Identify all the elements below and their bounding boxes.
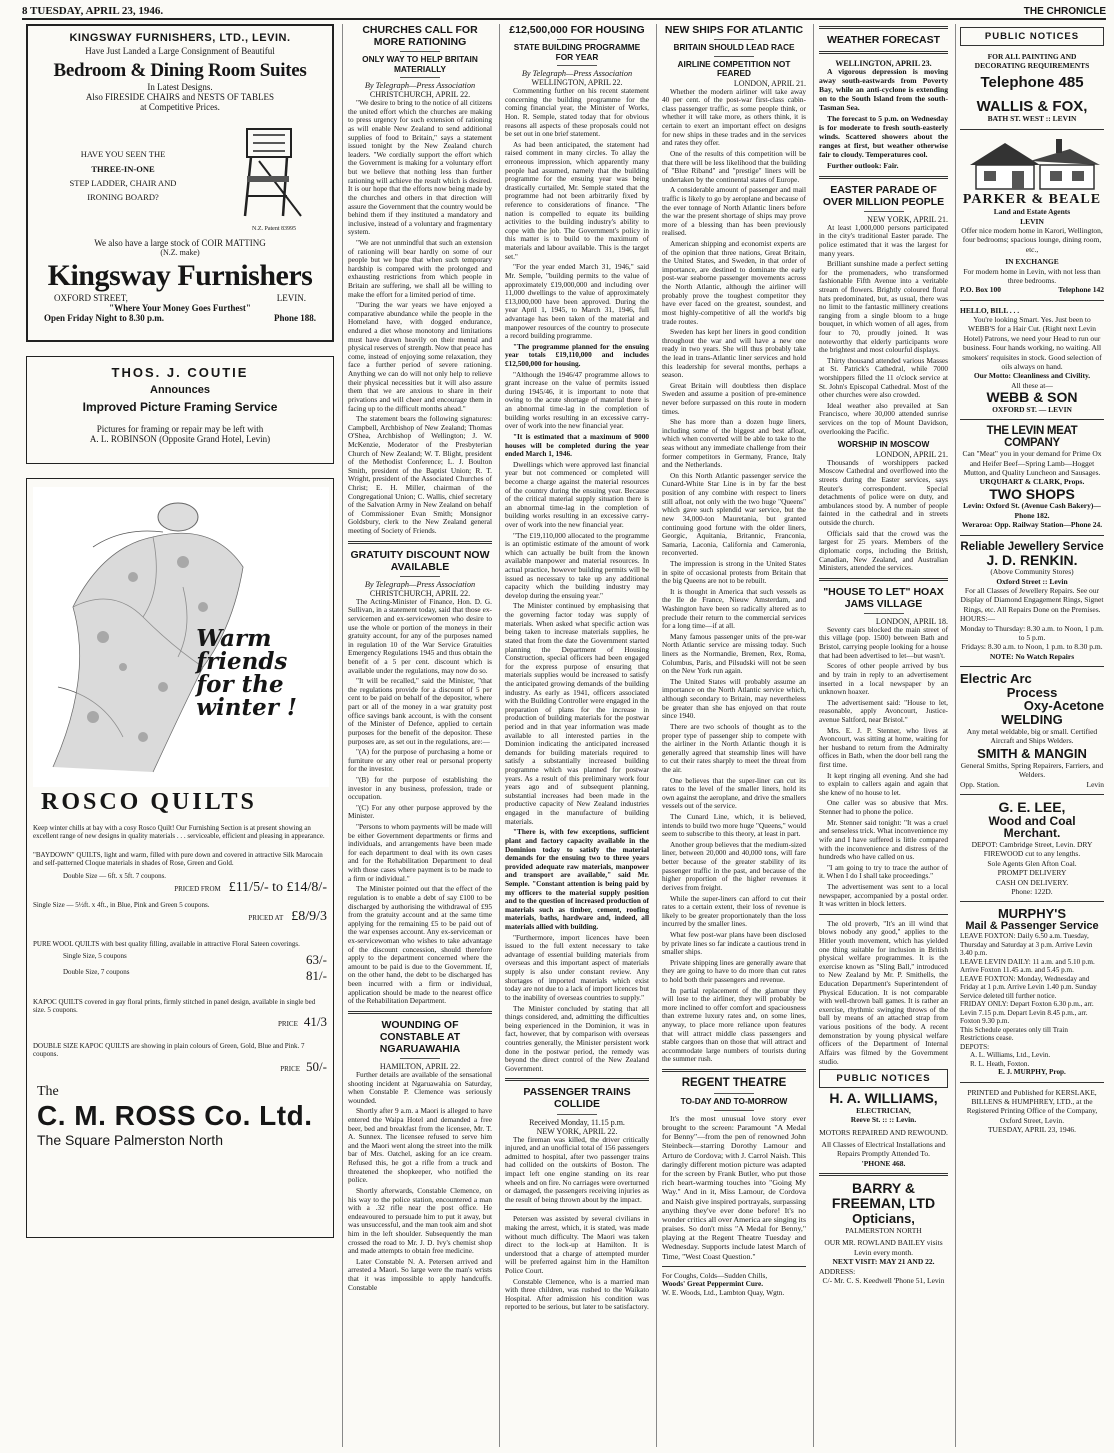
trains-p2: Petersen was assisted by several civilians in making the arrest, which, it is stated, was made without much difficulty. The Maori was taken direct to the lock-up at Hamilton. It is understood that a charge of attempted murder will be preferred against him in the Hamilton Police Court. bbox=[505, 1214, 649, 1276]
rosco-ad bbox=[26, 478, 334, 1238]
imprint-date: TUESDAY, APRIL 23, 1946. bbox=[987, 1125, 1077, 1135]
rosco-p2: PURE WOOL QUILTS with best quality filling, available in attractive Floral Sateen coverings. bbox=[33, 939, 300, 948]
gratuity-p4: "(B) for the purpose of establishing the investor in any business, profession, trade or occupation. bbox=[348, 774, 492, 802]
moscow-dateline: LONDON, APRIL 21. bbox=[875, 449, 948, 459]
housing-p4: "The programme planned for the ensuing year totals £19,110,000 and includes £12,500,000 for housing. bbox=[505, 341, 649, 369]
housing-p12: The Minister concluded by stating that all things considered, and, admitting the difficulties being experienced in the Dominion, it was in fact, however, that by comparison with overseas countries generally, the Minister persistent work done in the postwar period, the remedy was beyond the direct control of the New Zealand Government. bbox=[505, 1003, 649, 1073]
trains-dateline: NEW YORK, APRIL 22. bbox=[536, 1126, 618, 1136]
gratuity-p1: The Acting-Minister of Finance, Hon. D. G. Sullivan, in a statement today, said that those ex-servicemen and ex-servicewomen who desire to use the whole or portion of the moneys in their gratuity account, for any of the purposes named in regulation 10 of the War Service Gratuities Emergency Regulations 1945 and thus obtain the benefit of a 5 per cent. discount which is available under the regulations, may now do so. bbox=[348, 596, 492, 675]
trains-p3: Constable Clemence, who is a married man with three children, was rushed to the Waikato Hospital. After admission his condition was reported to be serious, but later to be satisfactory. bbox=[505, 1276, 649, 1312]
welding-line2: Process bbox=[1006, 684, 1058, 700]
left-ad-column bbox=[26, 24, 338, 1447]
housing-p1: Commenting further on his recent statement concerning the building programme for the coming financial year, the Minister of Works, Hon. R. Semple, stated today that for obvious reasons all aspects of these proposals could not be set out in one brief statement. bbox=[505, 86, 649, 139]
housing-p8: "The £19,110,000 allocated to the programme is an optimistic estimate of the amount of work which can actually be built from the known available manpower and material resources. In actual practice, however building permits will be issued as necessary to take up any additional capacity which the building industry may develop during the ensuing year." bbox=[505, 530, 649, 600]
kingsway-ad bbox=[26, 24, 334, 342]
churches-p2: "We are not unmindful that such an extension of rationing will bear hardly on some of our people but we hope that when such temporary hardship is compared with the prolonged and exhausting restrictions from which people in Britain are suffering, we shall all be willing to make the effort for a limited period of time. bbox=[348, 237, 492, 299]
imprint: PRINTED and Published for KERSLAKE, BILLENS & HUMPHREY, LTD., at the Registered Printing Office of the Company, Oxford Street, Levin. bbox=[966, 1087, 1098, 1125]
renkin-hours: HOURS:— bbox=[960, 614, 996, 624]
gratuity-headline: GRATUITY DISCOUNT NOW AVAILABLE bbox=[350, 548, 490, 573]
column-4 bbox=[656, 24, 811, 1447]
ships-subhead-2: AIRLINE COMPETITION NOT FEARED bbox=[677, 58, 791, 79]
easter-p4: Ideal weather also prevailed at San Francisco, where 30,000 attended sunrise services on the top of Mount Davidson, overlooking the Pacific. bbox=[819, 400, 948, 436]
trains-headline: PASSENGER TRAINS COLLIDE bbox=[523, 1086, 631, 1111]
murphy-p5: This Schedule operates only till Train Restrictions cease. bbox=[960, 1025, 1069, 1043]
meat-company-name: THE LEVIN MEAT COMPANY bbox=[986, 425, 1078, 450]
ships-p19: Private shipping lines are generally aware that they are going to have to do more than cut rates to hold both their passengers and revenue. bbox=[662, 957, 806, 984]
welding-line3: Oxy-Acetone bbox=[1023, 698, 1104, 714]
rosco-s1: Single Size — 5½ft. x 4ft., in Blue, Pink and Green 5 coupons. bbox=[33, 900, 210, 909]
hoax-dateline: LONDON, APRIL 18. bbox=[875, 616, 948, 626]
rosco-slogan-1: Warm bbox=[196, 625, 272, 652]
weather-outlook: Further outlook: Fair. bbox=[827, 160, 899, 170]
murphy-depot-2: R. L. Heath, Foxton. bbox=[970, 1059, 1030, 1068]
kingsway-slogan: "Where Your Money Goes Furthest" bbox=[109, 303, 251, 313]
rosco-store-the: The bbox=[37, 1084, 59, 1100]
meat-p1: Can "Meat" you in your demand for Prime Ox and Heifer Beef—Spring Lamb—Hogget Mutton, and Quality Luncheon and Sausages. bbox=[962, 449, 1102, 477]
hoax-p9: The advertisement was sent to a local newspaper, accompanied by a postal order. It was written in block letters. bbox=[819, 881, 948, 909]
ships-dateline: LONDON, APRIL 21. bbox=[733, 78, 806, 88]
hoax-p8: "I am going to try to trace the author of it. When I do I shall take proceedings." bbox=[819, 862, 948, 881]
rosco-p4: DOUBLE SIZE KAPOC QUILTS are showing in plain colours of Green, Gold, Blue and Pink. 7 coupons. bbox=[33, 1041, 305, 1059]
sling-ball-p1: The old proverb, "It's an ill wind that blows nobody any good," applies to the Hitler youth movement, which has yielded one thing suitable for inclusion in British physical welfare programmes. It is the exercise known as "Sling Ball," introduced to New Zealand by Mr. P. Smithells, the Education Department's Superintendent of Physical Education. It is not comparable with well-thrown ball games. It is rather an exercise, rhythmic swinging throws of the ball by means of an attached strap from various positions of the body. A recent demonstration by young physical welfare officers of the Department of Internal Affairs was filmed by the Government studio. bbox=[819, 918, 948, 1066]
rosco-s1-price-label: PRICED AT bbox=[248, 914, 284, 923]
churches-subhead: ONLY WAY TO HELP BRITAIN MATERIALLY bbox=[362, 54, 478, 74]
kingsway-intro: Have Just Landed a Large Consignment of Beautiful bbox=[85, 46, 275, 56]
kingsway-q3: STEP LADDER, CHAIR AND bbox=[69, 178, 177, 188]
public-notices-head-col6: PUBLIC NOTICES bbox=[960, 27, 1104, 46]
woods-ad-line1: For Coughs, Colds—Sudden Chills, bbox=[662, 1270, 768, 1280]
welding-line1: Electric Arc bbox=[960, 671, 1032, 687]
easter-dateline: NEW YORK, APRIL 21. bbox=[867, 214, 948, 224]
ships-p6: Great Britain will doubtless then displace Sweden and assume a position of pre-eminence never before surpassed on this route in modern times. bbox=[662, 380, 806, 416]
webb-hello: HELLO, BILL . . . bbox=[960, 305, 1020, 315]
renkin-p1: For all Classes of Jewellery Repairs. See our Display of Diamond Engagement Rings, Signet Rings, etc. All Repairs Done on the Premises. bbox=[960, 586, 1104, 614]
smith-p2: General Smiths, Spring Repairers, Farriers, and Welders. bbox=[960, 761, 1104, 780]
hoax-p7: Mr. Stenner said tonight: "It was a cruel and senseless trick. What inconvenience my wife and I have suffered is little compared with the inconvenience and distress of the hundreds who have called on us. bbox=[819, 817, 948, 862]
kingsway-patent: N.Z. Patent 83995 bbox=[252, 225, 296, 232]
kingsway-title: KINGSWAY FURNISHERS, LTD., LEVIN. bbox=[69, 32, 291, 44]
welding-line4: WELDING bbox=[1001, 711, 1063, 727]
weather-dateline: WELLINGTON, APRIL 23. bbox=[835, 59, 932, 69]
renkin-hours-2: Fridays: 8.30 a.m. to Noon, 1 p.m. to 8.30 p.m. bbox=[961, 642, 1103, 652]
moscow-p1: Thousands of worshippers packed Moscow Cathedral and overflowed into the streets during the Easter services, says Reuter's correspondent. Special detachments of police were on duty, and ambulances stood by. A number of people fainted in the cathedral and in streets outside the church. bbox=[819, 457, 948, 528]
ships-p17: While the super-liners can afford to cut their rates to a certain extent, their loss of revenue is likely to be greater proportionately than the loss incurred by the smaller lines. bbox=[662, 893, 806, 929]
coutie-line1: Pictures for framing or repair may be left with bbox=[96, 424, 264, 434]
rosco-p3-price: 41/3 bbox=[303, 1014, 327, 1030]
regent-subhead: TO-DAY AND TO-MORROW bbox=[680, 1096, 788, 1107]
hoax-headline: "HOUSE TO LET" HOAX JAMS VILLAGE bbox=[823, 585, 944, 610]
ships-p4: American shipping and economist experts are of the opinion that three nations, Great Britain, the United States, and Sweden, in that order of importance, are destined to dominate the early post-war seaborne passenger movements across the North Atlantic, although the airliner will probably prove the toughest competitor they have ever faced on the greatest, soundest, and most highly-competitive of all the world's big trade routes. bbox=[662, 239, 806, 326]
housing-p6: "It is estimated that a maximum of 9000 houses will be completed during the year ended March 1, 1946. bbox=[505, 431, 649, 459]
coutie-ad bbox=[26, 356, 334, 464]
kingsway-matting: We also have a large stock of COIR MATTING bbox=[94, 238, 266, 248]
lee-p4: CASH ON DELIVERY. bbox=[995, 877, 1069, 887]
kingsway-q2: THREE-IN-ONE bbox=[91, 163, 155, 174]
parker-name: PARKER & BEALE bbox=[962, 191, 1102, 207]
parker-box: P.O. Box 100 bbox=[960, 285, 1001, 295]
lee-p3: PROMPT DELIVERY bbox=[997, 868, 1067, 878]
housing-headline: £12,500,000 FOR HOUSING bbox=[509, 24, 645, 36]
smith-p1: Any metal weldable, big or small. Certified Aircraft and Ships Welders. bbox=[966, 726, 1098, 745]
wallis-address: BATH ST. WEST :: LEVIN bbox=[987, 114, 1077, 124]
wounding-dateline: HAMILTON, APRIL 22. bbox=[379, 1062, 461, 1071]
murphy-depot-1: A. L. Williams, Ltd., Levin. bbox=[970, 1051, 1051, 1060]
rosco-intro: Keep winter chills at bay with a cosy Rosco Quilt! Our Furnishing Section is at present showing an excellent range of new designs in quality materials . . . serviceable, efficient and pleasing in appearance. bbox=[33, 824, 325, 841]
ships-headline: NEW SHIPS FOR ATLANTIC bbox=[664, 24, 804, 36]
murphy-p1: LEAVE FOXTON: Daily 6.50 a.m. Tuesday, Thursday and Saturday at 3 p.m. Arrive Levin 3.40 p.m. bbox=[960, 932, 1093, 958]
ships-p16: Another group believes that the medium-sized liner, between 20,000 and 40,000 tons, will fare better because of the greater stability of its passenger traffic in the past, and because of the higher proportion of the higher revenues it derives from freight. bbox=[662, 839, 806, 892]
gratuity-dateline: CHRISTCHURCH, APRIL 22. bbox=[369, 588, 471, 598]
regent-p1: It's the most unusual love story ever brought to the screen: Paramount "A Medal for Benny"—from the pen of renowned John Steinbeck—starring Dorothy Lamour and Arturo de Cordova; with J. Carrol Naish. This daringly different motion picture was adapted for the screen by Frank Butler, who put those rich heart-warming touches into "Going My Way." And in it, Miss Lamour, de Cordova and Naish give inspired portrayals, surpassing anything they've ever done before! It's no wonder critics all over America are singing its praises. So don't miss "A Medal for Benny," playing at the Regent Theatre Tuesday and Wednesday. Supports include latest March of Time, "West Coast Question." bbox=[662, 1113, 806, 1261]
renkin-above: (Above Community Stores) bbox=[990, 567, 1074, 577]
smith-name: SMITH & MANGIN bbox=[977, 746, 1087, 762]
kingsway-also: Also FIRESIDE CHAIRS and NESTS OF TABLES bbox=[85, 92, 275, 102]
rosco-d1: Double Size — 6ft. x 5ft. 7 coupons. bbox=[63, 871, 167, 880]
ships-p18: What few post-war plans have been disclosed by private lines so far indicate a cautious trend in smaller ships. bbox=[662, 929, 806, 957]
kingsway-phone: Phone 188. bbox=[273, 313, 316, 323]
coutie-line2: A. L. ROBINSON (Opposite Grand Hotel, Levin) bbox=[89, 434, 271, 444]
barry-address-label: ADDRESS: bbox=[819, 1266, 856, 1276]
parker-for: For modern home in Levin, with not less than three bedrooms. bbox=[963, 266, 1101, 285]
murphy-p3: LEAVE FOXTON: Monday, Wednesday and Friday at 1 p.m. Arrive Levin 1.40 p.m. Sunday Service deleted till further notice. bbox=[960, 974, 1097, 1000]
renkin-hours-1: Monday to Thursday: 8.30 a.m. to Noon, 1 p.m. to 5 p.m. bbox=[960, 623, 1104, 642]
parker-sub: Land and Estate Agents bbox=[993, 207, 1071, 217]
trains-received: Received Monday, 11.15 p.m. bbox=[529, 1117, 625, 1127]
coutie-announces: Announces bbox=[150, 384, 210, 396]
rosco-p4-price: 50/- bbox=[306, 1058, 327, 1074]
rosco-brand: ROSCO QUILTS bbox=[41, 789, 257, 815]
barry-name: BARRY & FREEMAN, LTD bbox=[831, 1180, 936, 1211]
webb-name: WEBB & SON bbox=[986, 389, 1078, 406]
column-2 bbox=[342, 24, 497, 1447]
rosco-slogan-2: friends bbox=[196, 648, 288, 675]
housing-dateline: WELLINGTON, APRIL 22. bbox=[531, 78, 623, 88]
kingsway-q4: IRONING BOARD? bbox=[87, 192, 159, 203]
meat-two-shops: TWO SHOPS bbox=[989, 485, 1075, 502]
hoax-p4: Mrs. E. J. P. Stenner, who lives at Avoncourt, was sitting at home, waiting for her husband to return from the Admiralty offices in Bath, when the door bell rang the first time. bbox=[819, 725, 948, 770]
gratuity-p2: "It will be recalled," said the Minister, "that the regulations provide for a discount of 5 per cent to be paid on behalf of the depositor, where part or all of the money in a war gratuity post office savings bank account, is with the consent of the Minister of Defence, applied to certain purposes for the benefit of the depositor. These purposes are, as set out in the regulations, are:— bbox=[348, 676, 492, 746]
rosco-store-name: C. M. ROSS Co. Ltd. bbox=[37, 1100, 313, 1132]
barry-trade: Opticians, bbox=[852, 1211, 915, 1227]
kingsway-nz-make: (N.Z. make) bbox=[160, 248, 200, 257]
wounding-p2: Shortly after 9 a.m. a Maori is alleged to have entered the Waipa Hotel and demanded a free beer, bed and breakfast from the licensee, Mr. T. A. Sunnex. The licensee refused to serve him and the Maori went along the street into the milk bar of Mrs. Oatchel, asking for an ice cream. Refused this, he got a rifle from a truck and threatened the shopkeeper, who notified the police. bbox=[348, 1106, 492, 1185]
rosco-d1-price-label: PRICED FROM bbox=[174, 884, 221, 893]
murphy-depots: DEPOTS: bbox=[960, 1042, 990, 1051]
rosco-p4-price-label: PRICE bbox=[280, 1064, 301, 1073]
kingsway-street: OXFORD STREET, bbox=[54, 293, 128, 303]
churches-p3: "During the war years we have enjoyed a comparative abundance while the people in the Homeland have, with dogged endurance, endured a diet whose monotony and limitations must have drawn heavily on their mental and physical reserves of strength. Now that peace has come, instead of enjoying some relaxation, they face a further period of severe rationing. Anything we can do will not only help to relieve their physical necessities but it will also assure them that we are anxious to share in their privations and will cheer and encourage them in facing up to the difficult months ahead." bbox=[348, 300, 492, 413]
rosco-slogan-3: for the bbox=[196, 671, 284, 698]
hoax-p2: Scores of other people arrived by bus and by train in reply to an advertisement inserted in a local newspaper by an unknown hoaxer. bbox=[819, 661, 948, 697]
ships-p14: One believes that the super-liner can cut its rates to the level of the smaller liners, hold its own against the aeroplane, and drive the smallers vessels out of the service. bbox=[662, 775, 806, 811]
step-ladder-chair-illustration bbox=[239, 121, 309, 221]
webb-motto: Our Motto: Cleanliness and Civility. bbox=[973, 371, 1091, 381]
gratuity-p3: "(A) for the purpose of purchasing a home or furniture or any other real or personal property for the investor. bbox=[348, 747, 492, 774]
ships-p13: There are two schools of thought as to the proper type of passenger ship to compete with the airliner in the North Atlantic though it is generally agreed that steamship lines will have to cut their rates sharply to meet the threat from the air. bbox=[662, 721, 806, 774]
easter-p2: Brilliant sunshine made a perfect setting for the promenaders, who transformed fashionable Fifth Avenue into a veritable stream of flowers. Brightly coloured floral hats predominated, but, as usual, there was no limit to the fantastic millinery creations ranging from a single bloom to a huge bouquet, in which women of all ages, from four to 70, proudly joined. It was noteworthy that elderly participants wore the brightest and most colourful displays. bbox=[819, 259, 948, 355]
painting-line2: DECORATING REQUIREMENTS bbox=[974, 61, 1090, 71]
hoax-p3: The advertisement said: "House to let, reasonable, apply Avoncourt, Justice-avenue Saltford, near Bristol." bbox=[819, 697, 948, 724]
housing-byline: By Telegraph—Press Association bbox=[521, 69, 633, 79]
meat-props: URQUHART & CLARK, Props. bbox=[979, 477, 1085, 487]
gratuity-p5: "(C) For any other purpose approved by the Minister. bbox=[348, 802, 492, 821]
ships-p5: Sweden has kept her liners in good condition throughout the war and will have a new one ready in two years. She will thus probably take the lead in trans-Atlantic liner services and hold this leadership for several months, perhaps a season. bbox=[662, 327, 806, 380]
ships-p11: Many famous passenger units of the pre-war North Atlantic service are missing today. Such liners as the Normandie, Bremen, Rex, Roma, Columbus, Paris, and Pilsudski will not be seen on the New York run again. bbox=[662, 631, 806, 676]
williams-phone: 'PHONE 468. bbox=[861, 1158, 906, 1168]
churches-p1: "We desire to bring to the notice of all citizens the united effort which the churches are making to press urgency for such extension of rationing as will enable New Zealand to send additional supplies of food to Britain," says a statement issued tonight by the New Zealand church leaders. "We cordially support the effort which the Government is making for a voluntary effort but we believe that nothing less than further rationing will achieve the result which is desired. It is our hope that the efforts now being made by the churches and others in that direction will assure the Government that the country would be behind them if they instituted a mandatory and inclusive, instead of a voluntary and fragmentary system. bbox=[348, 98, 492, 237]
parker-tel: Telephone 142 bbox=[1058, 285, 1104, 295]
murphy-sub: Mail & Passenger Service bbox=[965, 919, 1099, 932]
coutie-name: THOS. J. COUTIE bbox=[111, 365, 249, 380]
rosco-store-address: The Square Palmerston North bbox=[37, 1132, 223, 1149]
wallis-name: WALLIS & FOX, bbox=[976, 97, 1088, 115]
rosco-p2-double-price: 81/- bbox=[306, 967, 327, 983]
housing-p9: The Minister continued by emphasising that the governing factor today was supply of materials. When asked what specific action was being taken to increase materials supplies, he stated that from the date the Government started planning the Department of Housing Construction, special officers had been engaged for the express purpose of ensuring that materials supplies would be increased to satisfy the anticipated growing demands of the building industry. As early as 1941, officers associated with the Building Controller were engaged in the preparation of plans for the increase in production of building materials for the postwar period and in that year information was made available to all interested parties in the Dominion indicating the anticipated increased demands for building materials required to satisfy a substantially increased building programme which was planned for postwar years. As a result of this preliminary work four years ago and of subsequent planning, substantial increases had been made in the productive capacity of New Zealand industries engaged in the manufacture of building materials. bbox=[505, 601, 649, 826]
webb-p1: You're looking Smart. Yes. Just been to WEBB'S for a Hair Cut. (Right next Levin Hotel) Patrons, we need your Head to run our business. Four hands working, no waiting. All smokers' requisites in stock. Good selection of oils always on hand. bbox=[962, 315, 1102, 371]
gratuity-p6: "Persons to whom payments will be made will be either Government departments or firms and individuals, and arrangements have been made for each department to deal with its own cases and for the Rehabilitation Department to deal with those cases where payment is to be made to a firm or individual." bbox=[348, 822, 492, 883]
churches-dateline: CHRISTCHURCH, APRIL 22. bbox=[369, 90, 471, 100]
ships-p8: On this North Atlantic passenger service the Cunard-White Star Line is in by far the best position of any combine with respect to liners still afloat, not only with the two huge "Queens" which gave such splendid war service, but the new 34,000-ton Mauretania, but granted continuing good fortune with the older liners, Georgic, Aquitania, Britannic, Franconia, Samaria, Laconia, California and Cameronia, reconverted. bbox=[662, 470, 806, 558]
barry-freeman-ad bbox=[819, 1181, 948, 1285]
webb-address: OXFORD ST. — LEVIN bbox=[992, 404, 1072, 414]
ships-subhead: BRITAIN SHOULD LEAD RACE bbox=[673, 42, 795, 53]
ships-p7: She has more than a dozen huge liners, including some of the biggest and best afloat, which when converted will be able to take to the seas without any immediate challenge from their former competitors in Germany, France, Italy and the Netherlands. bbox=[662, 417, 806, 470]
murphy-p4: FRIDAY ONLY: Depart Foxton 6.30 p.m., arr. Levin 7.15 p.m. Depart Levin 8.45 p.m., arr. Foxton 9.30 p.m. bbox=[960, 1000, 1094, 1026]
easter-p3: Thirty thousand attended various Masses at St. Patrick's Cathedral, while 7000 worshippers filled the 11 o'clock service at St. John's Episcopal Cathedral. Most of the other churches were also crowded. bbox=[819, 355, 948, 400]
rosco-d1-price: £11/5/- to £14/8/- bbox=[228, 879, 327, 895]
painting-line1: FOR ALL PAINTING AND bbox=[987, 52, 1077, 61]
masthead bbox=[22, 4, 1106, 20]
housing-p10: "There is, with few exceptions, sufficient plant and factory capacity available in the Dominion today to satisfy the material demands for the ensuing two to three years provided adequate raw materials, manpower and transport are available," said Mr. Semple. "Constant attention is being paid by my officers to the material supply position and to the question of increased production of materials such as timber, cement, roofing materials, baths, hardware and, indeed, all materials allied with building. bbox=[505, 827, 649, 932]
williams-address: Reeve St. :: :: Levin. bbox=[850, 1115, 917, 1125]
column-6 bbox=[955, 24, 1108, 1447]
kingsway-latest: In Latest Designs. bbox=[147, 82, 213, 92]
webb-all: All these at— bbox=[1011, 380, 1053, 390]
coutie-service: Improved Picture Framing Service bbox=[82, 400, 278, 414]
trains-p1: The fireman was killed, the driver critically injured, and an unofficial total of 156 passengers admitted to hospital, after two passenger trains had collided on the outskirts of Boston. The impact left one engine standing on its rear wheels and on fire. No carriages were overturned or damaged, the passengers receiving injuries as the result of being thrown about by the impact. bbox=[505, 1134, 649, 1204]
renkin-note: NOTE: No Watch Repairs bbox=[989, 651, 1075, 661]
lee-p1: DEPOT: Cambridge Street, Levin. DRY FIREWOOD cut to any lengths. bbox=[971, 840, 1093, 859]
wounding-headline: WOUNDING OF CONSTABLE AT NGARUAWAHIA bbox=[379, 1018, 461, 1055]
meat-levin: Levin: Oxford St. (Avenue Cash Bakery)—Phone 182. bbox=[963, 501, 1101, 520]
kingsway-brand: Kingsway Furnishers bbox=[47, 259, 313, 292]
williams-classes: All Classes of Electrical Installations and Repairs Promptly Attended To. bbox=[821, 1139, 946, 1159]
lee-p2: Sole Agents Glen Afton Coal. bbox=[987, 858, 1077, 868]
column-3 bbox=[499, 24, 654, 1447]
woods-ad-line3: W. E. Woods, Ltd., Lambton Quay, Wgtn. bbox=[662, 1288, 785, 1298]
kingsway-town: LEVIN. bbox=[276, 293, 306, 303]
page-date: 8 TUESDAY, APRIL 23, 1946. bbox=[22, 5, 164, 17]
rosco-illustration bbox=[33, 487, 327, 787]
williams-name: H. A. WILLIAMS, bbox=[829, 1090, 938, 1107]
weather-headline: WEATHER FORECAST bbox=[827, 34, 940, 46]
kingsway-q1: HAVE YOU SEEN THE bbox=[80, 149, 166, 160]
ships-p2: One of the results of this competition will be that there will be less likelihood that the building of "Blue Riband" and "prestige" liners will be undertaken by the continental states of Europe. bbox=[662, 148, 806, 184]
renkin-name: J. D. RENKIN. bbox=[986, 551, 1078, 568]
regent-headline: REGENT THEATRE bbox=[681, 1077, 787, 1090]
ships-p15: The Cunard Line, which, it is believed, intends to build two more huge "Queens," would seem to subscribe to this theory, at least in part. bbox=[662, 812, 806, 839]
williams-trade: ELECTRICIAN, bbox=[856, 1105, 911, 1115]
housing-p11: "Furthermore, import licences have been issued to the full extent necessary to take advantage of essential building materials from overseas and this important aspect of materials supply is also under constant review. Any shortages of imported materials which exist today are not due to a lack of import licences but to the inability of overseas countries to supply." bbox=[505, 932, 649, 1002]
barry-address: C/- Mr. C. S. Keedwell 'Phone 51, Levin bbox=[822, 1275, 945, 1285]
housing-p3: "For the year ended March 31, 1946," said Mr. Semple, "building permits to the value of approximately £19,000,000 and including over 11,000 dwellings to the value of approximately £13,000,000 have been approved. During the year April 1, 1945, to March 31, 1946, full advantage has been taken of the material and manpower resources of the country to prosecute a record building programme. bbox=[505, 262, 649, 341]
kingsway-headline: Bedroom & Dining Room Suites bbox=[53, 60, 307, 81]
weather-text-2: The forecast to 5 p.m. on Wednesday is for moderate to fresh south-easterly winds. Scattered showers about the ranges at first, but weather otherwise fair to cloudy. Temperatures cool. bbox=[819, 113, 948, 159]
rosco-p3-price-label: PRICE bbox=[278, 1020, 298, 1029]
kingsway-hours: Open Friday Night to 8.30 p.m. bbox=[44, 313, 165, 323]
parker-exchange: IN EXCHANGE bbox=[1005, 257, 1059, 267]
moscow-subhead: WORSHIP IN MOSCOW bbox=[837, 439, 930, 450]
barry-town: PALMERSTON NORTH bbox=[845, 1226, 922, 1236]
paper-name: THE CHRONICLE bbox=[1023, 5, 1106, 17]
hoax-p5: It kept ringing all evening. And she had to explain to callers again and again that she knew of no house to let. bbox=[819, 770, 948, 797]
renkin-head: Reliable Jewellery Service bbox=[960, 540, 1104, 553]
painting-phone: Telephone 485 bbox=[980, 73, 1084, 91]
barry-rep: OUR MR. ROWLAND BAILEY visits Levin every month. bbox=[824, 1238, 943, 1257]
ships-p12: The United States will probably assume an importance on the North Atlantic service which, although secondary to Britain, may nevertheless be greater than she has enjoyed on that route since 1940. bbox=[662, 676, 806, 721]
easter-p1: At least 1,000,000 persons participated in the city's traditional Easter parade. The police estimated that it was the largest for many years. bbox=[819, 222, 948, 258]
ships-p20: In partial replacement of the glamour they will lose to the airliner, they will probably be more inclined to offer comfort and spaciousness than extreme luxury rates and, on some lines, anyway, to place more reliance upon features that will attract middle class passengers and stable cargoes than on those that will attract and accommodate large numbers of tourists during the summer rush. bbox=[662, 985, 806, 1064]
lee-trade: Wood and Coal Merchant. bbox=[988, 813, 1076, 841]
williams-motors: MOTORS REPAIRED AND REWOUND. bbox=[819, 1127, 948, 1137]
hoax-p1: Seventy cars blocked the main street of this village (pop. 1500) between Bath and Bristol, carrying people looking for a house that had been advertised to let—but wasn't. bbox=[819, 624, 948, 660]
woods-ad-line2: Woods' Great Peppermint Cure. bbox=[662, 1279, 764, 1289]
parker-town: LEVIN bbox=[1020, 216, 1044, 226]
meat-weraroa: Weraroa: Opp. Railway Station—Phone 24. bbox=[961, 520, 1103, 530]
murphy-prop: E. J. MURPHY, Prop. bbox=[998, 1068, 1066, 1077]
rosco-s1-price: £8/9/3 bbox=[291, 909, 327, 925]
hoax-p6: One caller was so abusive that Mrs. Stenner had to phone the police. bbox=[819, 798, 948, 817]
rosco-p2-single-price: 63/- bbox=[306, 952, 327, 968]
churches-byline: By Telegraph—Press Association bbox=[364, 81, 476, 91]
smith-town: Levin bbox=[1086, 779, 1104, 789]
housing-p2: As had been anticipated, the statement had raised comment in many circles. To allay the erroneous impression, which apparently many people had assumed, namely that the building programme for the ensuing year was being drastically curtailed, Mr. Semple stated that the programme had not been arbitrarily fixed by reference to considerations of finance. "The nation is compelled to equate its building activities to the building industry's ability to cope with the job. The Government's policy in this matter is to build to the maximum of materials and labour available. This is the target set." bbox=[505, 139, 649, 261]
murphy-name: MURPHY'S bbox=[997, 906, 1067, 922]
easter-headline: EASTER PARADE OF OVER MILLION PEOPLE bbox=[822, 183, 945, 208]
lee-phone: Phone: 122D. bbox=[1011, 886, 1053, 896]
ships-p10: It is thought in America that such vessels as the Ile de France, Nieuw Amsterdam, and Washington have been so radically altered as to preclude their return to the commercial services for a long time—if at all. bbox=[662, 586, 806, 631]
churches-headline: CHURCHES CALL FOR MORE RATIONING bbox=[362, 24, 478, 49]
churches-p4: The statement bears the following signatures: Campbell, Archbishop of New Zealand; Thomas O'Shea, Archbishop of Wellington; J. W. McKenzie, Moderator of the Presbyterian Church of New Zealand; W. T. Blight, president of the Methodist Conference; L. J. Boulton Smith, president of the Baptist Union; R. T. Wright, president of the Associated Churches of Christ; E. H. Miller, chairman of the Congregational Union; C. Wallis, chief secretary of the Salvation Army in New Zealand on behalf of Commissioner Evan Smith; Monsignor Goldsbury, clerk to the New Zealand general meeting of Society of Friends. bbox=[348, 414, 492, 536]
lee-name: G. E. LEE, bbox=[998, 799, 1066, 816]
ships-p9: The impression is strong in the United States in spite of occasional protests from Britain that the big Queens are not to be rebuilt. bbox=[662, 558, 806, 586]
housing-p7: Dwellings which were approved last financial year but not commenced or completed will become a charge against the material resources of the country during the ensuing year. Because of the critical material supply situation there is an abnormal time-lag in the completion of building works resulting in an excessive carry-over of work into the new financial year. bbox=[505, 459, 649, 529]
murphy-p2: LEAVE LEVIN DAILY: 11 a.m. and 5.10 p.m. Arrive Foxton 11.45 a.m. and 5.45 p.m. bbox=[960, 957, 1095, 975]
housing-subhead: STATE BUILDING PROGRAMME FOR YEAR bbox=[513, 42, 641, 62]
rosco-p2-single: Single Size, 5 coupons bbox=[63, 952, 127, 961]
renkin-street: Oxford Street :: Levin bbox=[996, 576, 1068, 586]
gratuity-p7: The Minister pointed out that the effect of the regulation is to enable a debt of say £100 to be discharged by authorising the withdrawal of £95 from the gratuity account and at the same time applying for the remaining £5 to be paid out of the war expenses account. Any ex-serviceman or ex-servicewoman who wishes to take advantage of the discount concession, should therefore apply to the department concerned where the amount to be paid is due to the Government. If, on the other hand, the debt to be discharged has been incurred with a firm or individual, application should be made to the nearest office of the Rehabilitation Department. bbox=[348, 884, 492, 1006]
ships-p1: Whether the modern airliner will take away 40 per cent. of the post-war first-class cabin-class passenger traffic, as some people think, or whether it will take more, as others think, it is certain to exert an important effect on designs for new ships in these trades and in the services and rates they offer. bbox=[662, 86, 806, 148]
rosco-p2-double: Double Size, 7 coupons bbox=[63, 967, 130, 976]
parker-offer: Offer nice modern home in Karori, Wellington, four bedrooms; spacious lounge, dining room, etc., bbox=[961, 226, 1103, 254]
public-notices-head-col5: PUBLIC NOTICES bbox=[819, 1069, 948, 1088]
wounding-p4: Later Constable N. A. Petersen arrived and arrested a Maori. So large were the man's wrists that it was impossible to apply handcuffs. Constable bbox=[348, 1256, 492, 1292]
housing-p5: "Although the 1946/47 programme allows to grant increase on the value of permits issued during 1945/46, it is important to note that owing to the acute shortage of material there is an abnormal time-lag in the completion of building works resulting in an excessive carry-over of work into the new financial year. bbox=[505, 369, 649, 431]
ships-p3: A considerable amount of passenger and mail traffic is likely to go by aeroplane and because of the ever tonnage of North Atlantic liners before the war the present shortage of ships may prove more of a blessing than has been previously realised. bbox=[662, 185, 806, 238]
house-illustration bbox=[960, 135, 1105, 193]
rosco-p1: "BAYDOWN" QUILTS, light and warm, filled with pure down and covered in attractive Silk Marocain and self-patterned Cloque materials in shades of Rose, Green and Gold. bbox=[33, 850, 323, 868]
rosco-slogan-4: winter ! bbox=[196, 694, 297, 721]
column-5 bbox=[813, 24, 953, 1447]
smith-opp: Opp. Station. bbox=[960, 779, 1000, 789]
gratuity-byline: By Telegraph—Press Association bbox=[364, 579, 476, 589]
barry-next: NEXT VISIT: MAY 21 AND 22. bbox=[832, 1257, 935, 1267]
wounding-p1: Further details are available of the sensational shooting incident at Ngaruawahia on Saturday, when Constable P. Clemence was seriously wounded. bbox=[348, 1070, 492, 1105]
rosco-p3: KAPOC QUILTS covered in gay floral prints, firmly stitched in panel design, available in single bed size. 5 coupons. bbox=[33, 997, 316, 1014]
wounding-p3: Shortly afterwards, Constable Clemence, on his way to the police station, encountered a man with a .32 rifle near the post office. He endeavoured to persuade him to put it away, but was unsuccessful, and the man took aim and shot him in the left shoulder. Subsequently the man crossed the road to Mr. J. D. Ivy's chemist shop and made attempts to obtain free medicine. bbox=[348, 1185, 492, 1256]
williams-ad bbox=[819, 1091, 948, 1168]
moscow-p2: Officials said that the crowd was the largest for 25 years. Members of the diplomatic corps, including the British, Canadian, New Zealand, and Australian Ministers, attended the services. bbox=[819, 528, 948, 573]
weather-text: A vigorous depression is moving away south-eastwards from Poverty Bay, while an anti-cyclone is extending on to the South Island from the south-Tasman Sea. bbox=[819, 67, 948, 112]
kingsway-prices: at Competitive Prices. bbox=[140, 102, 220, 112]
